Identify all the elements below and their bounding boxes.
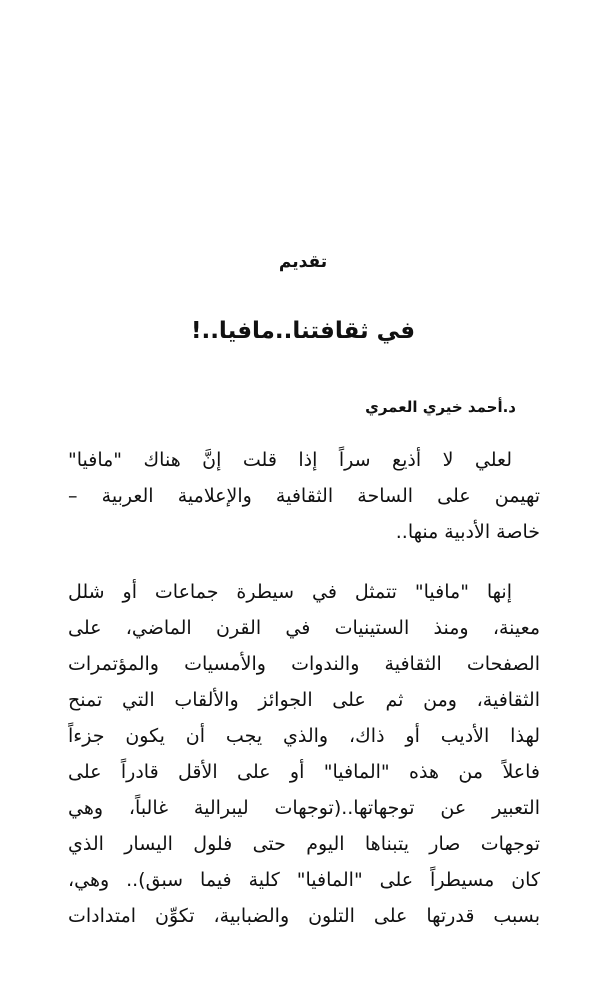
paragraph-line: إنها "مافيا" تتمثل في سيطرة جماعات أو شلل xyxy=(68,581,512,603)
author-name: د.أحمد خيري العمري xyxy=(365,398,516,416)
paragraph-line: لعلي لا أذيع سراً إذا قلت إنَّ هناك "مافيا" xyxy=(68,449,512,471)
paragraph-2 xyxy=(68,574,540,934)
paragraph-line: بسبب قدرتها على التلون والضبابية، تكوِّن امتدادات xyxy=(68,905,540,927)
paragraph-line: معينة، ومنذ الستينيات في القرن الماضي، على xyxy=(68,617,540,639)
paragraph-line: تهيمن على الساحة الثقافية والإعلامية العربية – xyxy=(68,485,540,507)
paragraph-line: خاصة الأدبية منها.. xyxy=(395,521,540,543)
paragraph-line: كان مسيطراً على "المافيا" كلية فيما سبق).. وهي، xyxy=(68,869,540,891)
section-label: تقديم xyxy=(278,252,328,272)
paragraph-line: توجهات صار يتبناها اليوم حتى فلول اليسار الذي xyxy=(68,833,540,855)
chapter-title: في ثقافتنا..مافيا..! xyxy=(190,318,416,344)
paragraph-line: التعبير عن توجهاتها..(توجهات ليبرالية غالباً، وهي xyxy=(68,797,540,819)
paragraph-line: الثقافية، ومن ثم على الجوائز والألقاب التي تمنح xyxy=(68,689,540,711)
paragraph-line: الصفحات الثقافية والندوات والأمسيات والمؤتمرات xyxy=(68,653,540,675)
paragraph-1 xyxy=(68,442,540,550)
paragraph-line: لهذا الأديب أو ذاك، والذي يجب أن يكون جزءاً xyxy=(68,725,540,747)
paragraph-line: فاعلاً من هذه "المافيا" أو على الأقل قادراً على xyxy=(68,761,540,783)
